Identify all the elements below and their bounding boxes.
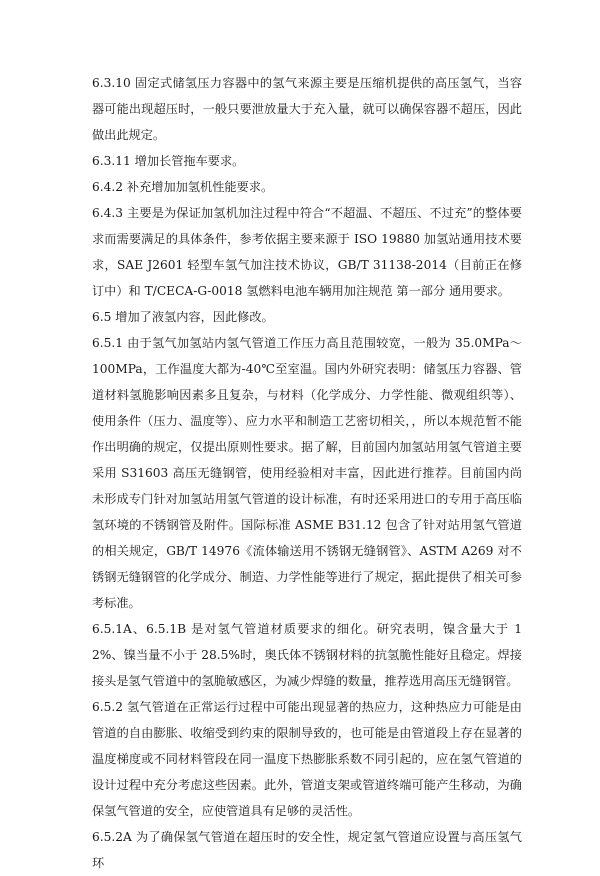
paragraph-text: 补充增加加氢机性能要求。 <box>123 180 274 194</box>
paragraph-6-5-1a-1b <box>92 616 522 694</box>
paragraph-text: 氢气管道在正常运行过程中可能出现显著的热应力，这种热应力可能是由管道的自由膨胀、收缩受到约束的限制导致的，也可能是由管道段上存在显著的温度梯度或不同材料管段在同一温度下热膨胀系数不同引起的，应在氢气管道的设计过程中充分考虑这些因素。此外，管道支架或管道终端可能产生移动，为确保氢气管道的安全，应使管道具有足够的灵活性。 <box>92 700 522 818</box>
section-number: 6.5.1A、6.5.1B <box>92 622 187 636</box>
paragraph-text: 增加了液氢内容，因此修改。 <box>111 310 274 324</box>
section-number: 6.3.10 <box>92 76 131 90</box>
paragraph-text: 主要是为保证加氢机加注过程中符合“不超温、不超压、不过充”的整体要求而需要满足的具体条件，参考依据主要来源于 ISO 19880 加氢站通用技术要求，SAE J2601 轻型车氢气加注技术协议，GB/T 31138-2014（目前正在修订中）和 T/CECA-G-0018 氢燃料电池车辆用加注规范 第一部分 通用要求。 <box>92 206 522 298</box>
paragraph-6-5-2a <box>92 824 522 876</box>
section-number: 6.4.3 <box>92 206 124 220</box>
section-number: 6.5.2A <box>92 830 132 844</box>
paragraph-text: 是对氢气管道材质要求的细化。研究表明，镍含量大于 12%、镍当量不小于 28.5%时，奥氏体不锈钢材料的抗氢脆性能好且稳定。焊接接头是氢气管道中的氢脆敏感区，为减少焊缝的数量，推荐选用高压无缝钢管。 <box>92 622 522 688</box>
paragraph-text: 固定式储氢压力容器中的氢气来源主要是压缩机提供的高压氢气，当容器可能出现超压时，一般只要泄放量大于充入量，就可以确保容器不超压，因此做出此规定。 <box>92 76 522 142</box>
paragraph-text: 由于氢气加氢站内氢气管道工作压力高且范围较宽，一般为 35.0MPa～100MPa，工作温度大都为-40℃至室温。国内外研究表明：储氢压力容器、管道材料氢脆影响因素多且复杂，与材料（化学成分、力学性能、微观组织等）、使用条件（压力、温度等）、应力水平和制造工艺密切相关，，所以本规范暂不能作出明确的规定，仅提出原则性要求。据了解，目前国内加氢站用氢气管道主要采用 S31603 高压无缝钢管，使用经验相对丰富，因此进行推荐。目前国内尚未形成专门针对加氢站用氢气管道的设计标准，有时还采用进口的专用于高压临氢环境的不锈钢管及附件。国际标准 ASME B31.12 包含了针对站用氢气管道的相关规定，GB/T 14976《流体输送用不锈钢无缝钢管》、ASTM A269 对不锈钢无缝钢管的化学成分、制造、力学性能等进行了规定，据此提供了相关可参考标准。 <box>92 336 522 610</box>
paragraph-text: 增加长管拖车要求。 <box>130 154 245 168</box>
section-number: 6.4.2 <box>92 180 124 194</box>
section-number: 6.5 <box>92 310 112 324</box>
paragraph-6-4-2 <box>92 174 522 200</box>
paragraph-6-5 <box>92 304 522 330</box>
paragraph-6-4-3 <box>92 200 522 304</box>
paragraph-6-3-10 <box>92 70 522 148</box>
section-number: 6.3.11 <box>92 154 131 168</box>
section-number: 6.5.2 <box>92 700 124 714</box>
paragraph-6-5-2 <box>92 694 522 824</box>
paragraph-6-3-11 <box>92 148 522 174</box>
document-page <box>92 70 522 876</box>
paragraph-text: 为了确保氢气管道在超压时的安全性，规定氢气管道应设置与高压氢气环 <box>92 830 522 870</box>
paragraph-6-5-1 <box>92 330 522 616</box>
section-number: 6.5.1 <box>92 336 124 350</box>
